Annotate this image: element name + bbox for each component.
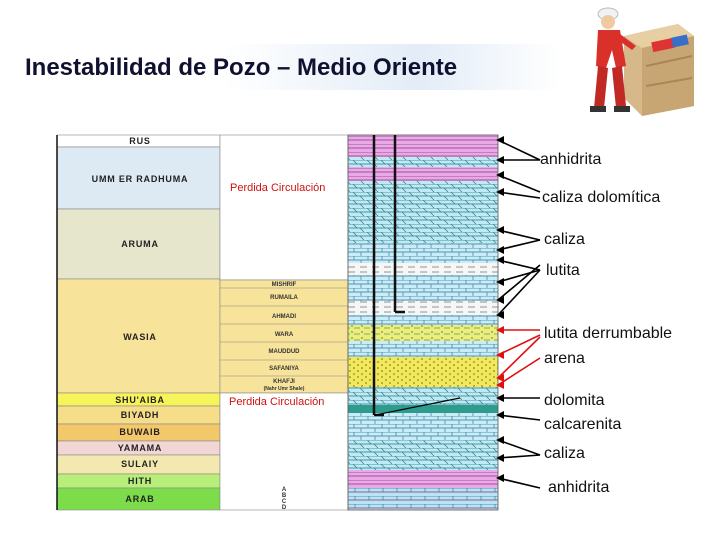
label-caliza-dolomitica: caliza dolomítica bbox=[542, 189, 661, 206]
lithology-column bbox=[348, 135, 498, 510]
member-label-mauddud: MAUDDUD bbox=[268, 349, 300, 355]
label-caliza-upper: caliza bbox=[544, 231, 585, 248]
label-dolomita: dolomita bbox=[544, 392, 605, 409]
formation-label-biyadh: BIYADH bbox=[120, 410, 160, 420]
member-label-safaniya: SAFANIYA bbox=[269, 366, 299, 372]
member-label-wara: WARA bbox=[274, 332, 294, 338]
label-anhidrita-top: anhidrita bbox=[540, 151, 602, 168]
formation-label-shuaiba: SHU'AIBA bbox=[115, 395, 165, 405]
label-lutita-derrumbable: lutita derrumbable bbox=[544, 325, 673, 342]
formation-label-buwaib: BUWAIB bbox=[119, 427, 161, 437]
member-label-mishrif: MISHRIF bbox=[271, 282, 297, 288]
formation-label-aruma: ARUMA bbox=[121, 239, 159, 249]
page-title: Inestabilidad de Pozo – Medio Oriente bbox=[25, 54, 458, 81]
label-calcarenita: calcarenita bbox=[544, 416, 622, 433]
member-label-rumaila: RUMAILA bbox=[270, 295, 298, 301]
member-label-ahmadi: AHMADI bbox=[272, 314, 296, 320]
label-arena: arena bbox=[544, 350, 585, 367]
formation-label-sulaiy: SULAIY bbox=[121, 459, 159, 469]
arab-member-b: B bbox=[281, 493, 287, 499]
member-label-nahr-umr: (Nahr Umr Shale) bbox=[263, 386, 305, 392]
arab-member-a: A bbox=[281, 487, 287, 493]
label-anhidrita-bottom: anhidrita bbox=[548, 479, 610, 496]
arab-member-d: D bbox=[281, 505, 287, 511]
formation-label-umm-er-radhuma: UMM ER RADHUMA bbox=[91, 174, 189, 184]
formation-label-rus: RUS bbox=[129, 136, 151, 146]
formation-label-hith: HITH bbox=[127, 476, 153, 486]
member-label-khafji: KHAFJI bbox=[273, 379, 295, 385]
arab-member-c: C bbox=[281, 499, 287, 505]
lost-circulation-note-upper: Perdida Circulación bbox=[230, 182, 326, 194]
formation-label-yamama: YAMAMA bbox=[117, 443, 163, 453]
formation-column bbox=[57, 135, 220, 510]
label-lutita: lutita bbox=[546, 262, 580, 279]
formation-label-wasia: WASIA bbox=[123, 332, 157, 342]
lost-circulation-note-lower: Perdida Circulación bbox=[229, 396, 325, 408]
label-caliza-lower: caliza bbox=[544, 445, 585, 462]
formation-label-arab: ARAB bbox=[125, 494, 155, 504]
